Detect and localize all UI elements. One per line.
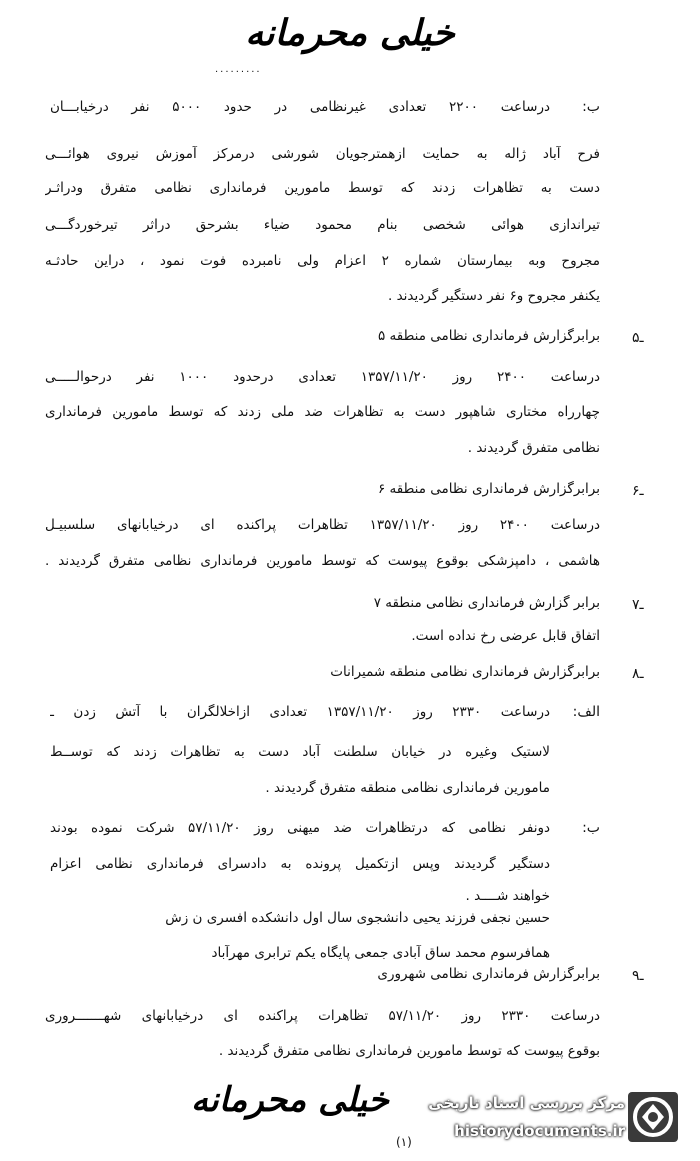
archive-logo-url[interactable]: historydocuments.ir xyxy=(454,1122,625,1140)
section-9-line-2: بوقوع پیوست که توسط مامورین فرمانداری نظامی متفرق گردیدند . xyxy=(218,1043,600,1059)
section-8-be-line-1: دونفر نظامی که درتظاهرات ضد میهنی روز ۵۷/۱۱/۲۰ شرکت نموده بودند xyxy=(50,820,550,836)
section-8-heading: برابرگزارش فرمانداری نظامی منطقه شمیرانات xyxy=(330,664,600,680)
section-b-line-1: درساعت ۲۲۰۰ تعدادی غیرنظامی در حدود ۵۰۰۰ نفر درخیابـــان xyxy=(50,99,550,115)
section-6-number: ۶ـ xyxy=(632,483,644,499)
section-8-name-1: حسین نجفی فرزند یحیی دانشجوی سال اول دانشکده افسری ن زش xyxy=(165,910,550,926)
section-b-line-5: مجروح وبه بیمارستان شماره ۲ اعزام ولی نامبرده فوت نمود ، دراین حادثـه xyxy=(45,253,600,269)
archive-logo-icon xyxy=(628,1092,678,1142)
section-b-line-6: یکنفر مجروح و۶ نفر دستگیر گردیدند . xyxy=(387,288,600,304)
section-5-number: ۵ـ xyxy=(632,330,644,346)
stamp-dots: ......... xyxy=(215,64,262,75)
bottom-secret-stamp: خیلی محرمانه xyxy=(191,1080,389,1120)
section-b-label: ب: xyxy=(582,99,600,115)
section-8-name-2: همافرسوم محمد ساق آبادی جمعی پایگاه یکم ترابری مهرآباد xyxy=(211,945,550,961)
section-5-heading: برابرگزارش فرمانداری نظامی منطقه ۵ xyxy=(377,328,600,344)
page-number: (۱) xyxy=(396,1135,412,1149)
section-b-line-4: تیراندازی هوائی شخصی بنام محمود ضیاء بشرحق دراثر تیرخوردگـــی xyxy=(45,217,600,233)
section-8-be-line-2: دستگیر گردیدند وپس ازتکمیل پرونده به دادسرای فرمانداری نظامی اعزام xyxy=(50,856,550,872)
top-secret-stamp: خیلی محرمانه xyxy=(245,12,455,54)
section-6-line-1: درساعت ۲۴۰۰ روز ۱۳۵۷/۱۱/۲۰ تظاهرات پراکنده ای درخیابانهای سلسبیـل xyxy=(45,517,600,533)
section-6-line-2: هاشمی ، دامپزشکی بوقوع پیوست که توسط مامورین فرمانداری نظامی متفرق گردیدند . xyxy=(45,553,600,569)
section-5-line-3: نظامی متفرق گردیدند . xyxy=(467,440,600,456)
section-8-alef-label: الف: xyxy=(572,704,600,720)
section-9-number: ۹ـ xyxy=(632,968,644,984)
section-8-be-line-3: خواهند شــــد . xyxy=(465,888,550,904)
section-7-number: ۷ـ xyxy=(632,597,644,613)
section-8-number: ۸ـ xyxy=(632,666,644,682)
section-9-heading: برابرگزارش فرمانداری نظامی شهروری xyxy=(377,966,600,982)
section-b-line-3: دست به تظاهرات زدند که توسط مامورین فرمانداری نظامی متفرق ودراثـر xyxy=(45,180,600,196)
section-5-line-2: چهارراه مختاری شاهپور دست به تظاهرات ضد ملی زدند که توسط مامورین فرمانداری xyxy=(45,404,600,420)
section-8-alef-line-1: درساعت ۲۳۳۰ روز ۱۳۵۷/۱۱/۲۰ تعدادی ازاخلالگران با آتش زدن ـ xyxy=(50,704,550,720)
section-b-line-2: فرح آباد ژاله به حمایت ازهمترجویان شورشی درمرکز آموزش نیروی هوائـــی xyxy=(45,146,600,162)
archive-logo-text: مرکز بررسی اسناد تاریخی xyxy=(428,1094,625,1112)
section-7-line-1: اتفاق قابل عرضی رخ نداده است. xyxy=(411,628,600,644)
section-7-heading: برابر گزارش فرمانداری نظامی منطقه ۷ xyxy=(373,595,600,611)
section-8-alef-line-2: لاستیک وغیره در خیابان سلطنت آباد دست به تظاهرات زدند که توســط xyxy=(50,744,550,760)
section-5-line-1: درساعت ۲۴۰۰ روز ۱۳۵۷/۱۱/۲۰ تعدادی درحدود ۱۰۰۰ نفر درحوالـــــی xyxy=(45,369,600,385)
section-6-heading: برابرگزارش فرمانداری نظامی منطقه ۶ xyxy=(377,481,600,497)
section-8-be-label: ب: xyxy=(582,820,600,836)
section-8-alef-line-3: مامورین فرمانداری نظامی منطقه متفرق گردیدند . xyxy=(265,780,550,796)
section-9-line-1: درساعت ۲۳۳۰ روز ۵۷/۱۱/۲۰ تظاهرات پراکنده ای درخیابانهای شهـــــــروری xyxy=(45,1008,600,1024)
